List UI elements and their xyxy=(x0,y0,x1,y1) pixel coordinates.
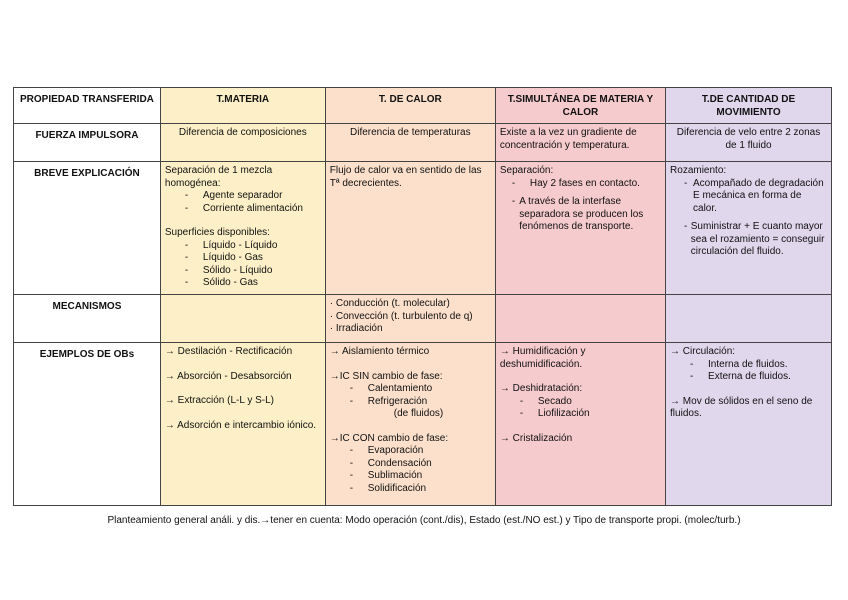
row-mecanismos xyxy=(14,295,832,343)
mecanismos-movimiento xyxy=(666,295,832,343)
ejemplos-movimiento xyxy=(666,343,832,506)
header-simultanea: T.SIMULTÁNEA DE MATERIA Y CALOR xyxy=(495,88,665,124)
list-item: - Suministrar + E cuanto mayor sea el rozamiento = conseguir circulación del fluido. xyxy=(684,221,825,257)
list-item: - Evaporación xyxy=(349,445,424,456)
header-materia: T.MATERIA xyxy=(160,88,325,124)
breve-movimiento xyxy=(666,162,832,295)
list-item: - Externa de fluidos. xyxy=(690,371,791,382)
breve-simultanea-intro: Separación: xyxy=(499,165,554,176)
list-item: - Sublimación xyxy=(349,470,423,481)
breve-materia-intro: Separación de 1 mezcla homogénea: xyxy=(164,165,273,189)
list-item: - Agente separador xyxy=(184,190,283,201)
label-fuerza: FUERZA IMPULSORA xyxy=(14,124,161,162)
row-breve xyxy=(14,162,832,295)
mecanismos-calor xyxy=(325,295,495,343)
ejemplos-calor xyxy=(325,343,495,506)
list-item: - Calentamiento xyxy=(349,383,433,394)
list-item: → Extracción (L-L y S-L) xyxy=(164,395,274,406)
row-fuerza xyxy=(14,124,832,162)
ejemplos-simultanea xyxy=(495,343,665,506)
list-item: - Sólido - Líquido xyxy=(184,264,273,276)
list-item: - Interna de fluidos. xyxy=(690,358,788,370)
list-item: - Solidificación xyxy=(349,482,427,494)
list-item: → Humidificación y deshumidificación. xyxy=(499,346,586,370)
list-item: → Absorción - Desabsorción xyxy=(164,370,292,382)
list-item: - Refrigeración xyxy=(349,395,428,407)
list-item: - Sólido - Gas xyxy=(184,277,258,288)
breve-materia xyxy=(160,162,325,295)
list-item: · Conducción (t. molecular) xyxy=(329,298,450,309)
header-propiedad: PROPIEDAD TRANSFERIDA xyxy=(14,88,161,124)
label-ejemplos: EJEMPLOS DE OBs xyxy=(14,343,161,506)
list-title: → Circulación: xyxy=(670,346,736,357)
list-item: - Hay 2 fases en contacto. xyxy=(511,177,640,189)
list-title: →IC CON cambio de fase: xyxy=(329,432,449,444)
list-item: → Destilación - Rectificación xyxy=(164,346,293,357)
mecanismos-materia xyxy=(160,295,325,343)
list-item: - A través de la interfase separadora se producen los fenómenos de transporte. xyxy=(511,196,644,232)
header-movimiento: T.DE CANTIDAD DE MOVIMIENTO xyxy=(666,88,832,124)
header-calor: T. DE CALOR xyxy=(325,88,495,124)
breve-materia-sup-title: Superficies disponibles: xyxy=(164,227,270,238)
list-item: → Mov de sólidos en el seno de fluidos. xyxy=(670,395,813,419)
list-note: (de fluidos) xyxy=(393,408,444,419)
list-item: - Acompañado de degradación E mecánica en forma de calor. xyxy=(684,177,824,214)
list-item: - Condensación xyxy=(349,457,432,469)
list-item: - Líquido - Líquido xyxy=(184,239,278,251)
label-breve: BREVE EXPLICACIÓN xyxy=(14,162,161,295)
mecanismos-simultanea xyxy=(495,295,665,343)
list-title: →IC SIN cambio de fase: xyxy=(329,370,443,382)
list-item: → Aislamiento térmico xyxy=(329,346,430,357)
caption: Planteamiento general análi. y dis.→tener en cuenta: Modo operación (cont./dis), Estado (est./NO est.) y Tipo de transporte propi. (molec/turb.) xyxy=(107,515,741,526)
list-item: - Líquido - Gas xyxy=(184,252,263,263)
ejemplos-materia xyxy=(160,343,325,506)
list-item: → Adsorción e intercambio iónico. xyxy=(164,419,317,431)
fuerza-materia: Diferencia de composiciones xyxy=(160,124,325,162)
breve-simultanea xyxy=(495,162,665,295)
list-item: - Liofilización xyxy=(519,408,590,419)
fuerza-simultanea: Existe a la vez un gradiente de concentración y temperatura. xyxy=(495,124,665,162)
list-item: · Convección (t. turbulento de q) xyxy=(329,310,473,322)
list-item: - Secado xyxy=(519,395,572,407)
fuerza-calor: Diferencia de temperaturas xyxy=(325,124,495,162)
list-item: · Irradiación xyxy=(329,323,383,334)
breve-calor: Flujo de calor va en sentido de las Tª decrecientes. xyxy=(325,162,495,295)
row-ejemplos xyxy=(14,343,832,506)
list-title: → Deshidratación: xyxy=(499,383,583,394)
header-row xyxy=(14,88,832,124)
list-item: - Corriente alimentación xyxy=(184,202,303,214)
fuerza-movimiento: Diferencia de velo entre 2 zonas de 1 fluido xyxy=(666,124,832,162)
label-mecanismos: MECANISMOS xyxy=(14,295,161,343)
comparison-table xyxy=(13,87,832,506)
breve-movimiento-intro: Rozamiento: xyxy=(670,165,727,176)
list-item: → Cristalización xyxy=(499,432,573,444)
